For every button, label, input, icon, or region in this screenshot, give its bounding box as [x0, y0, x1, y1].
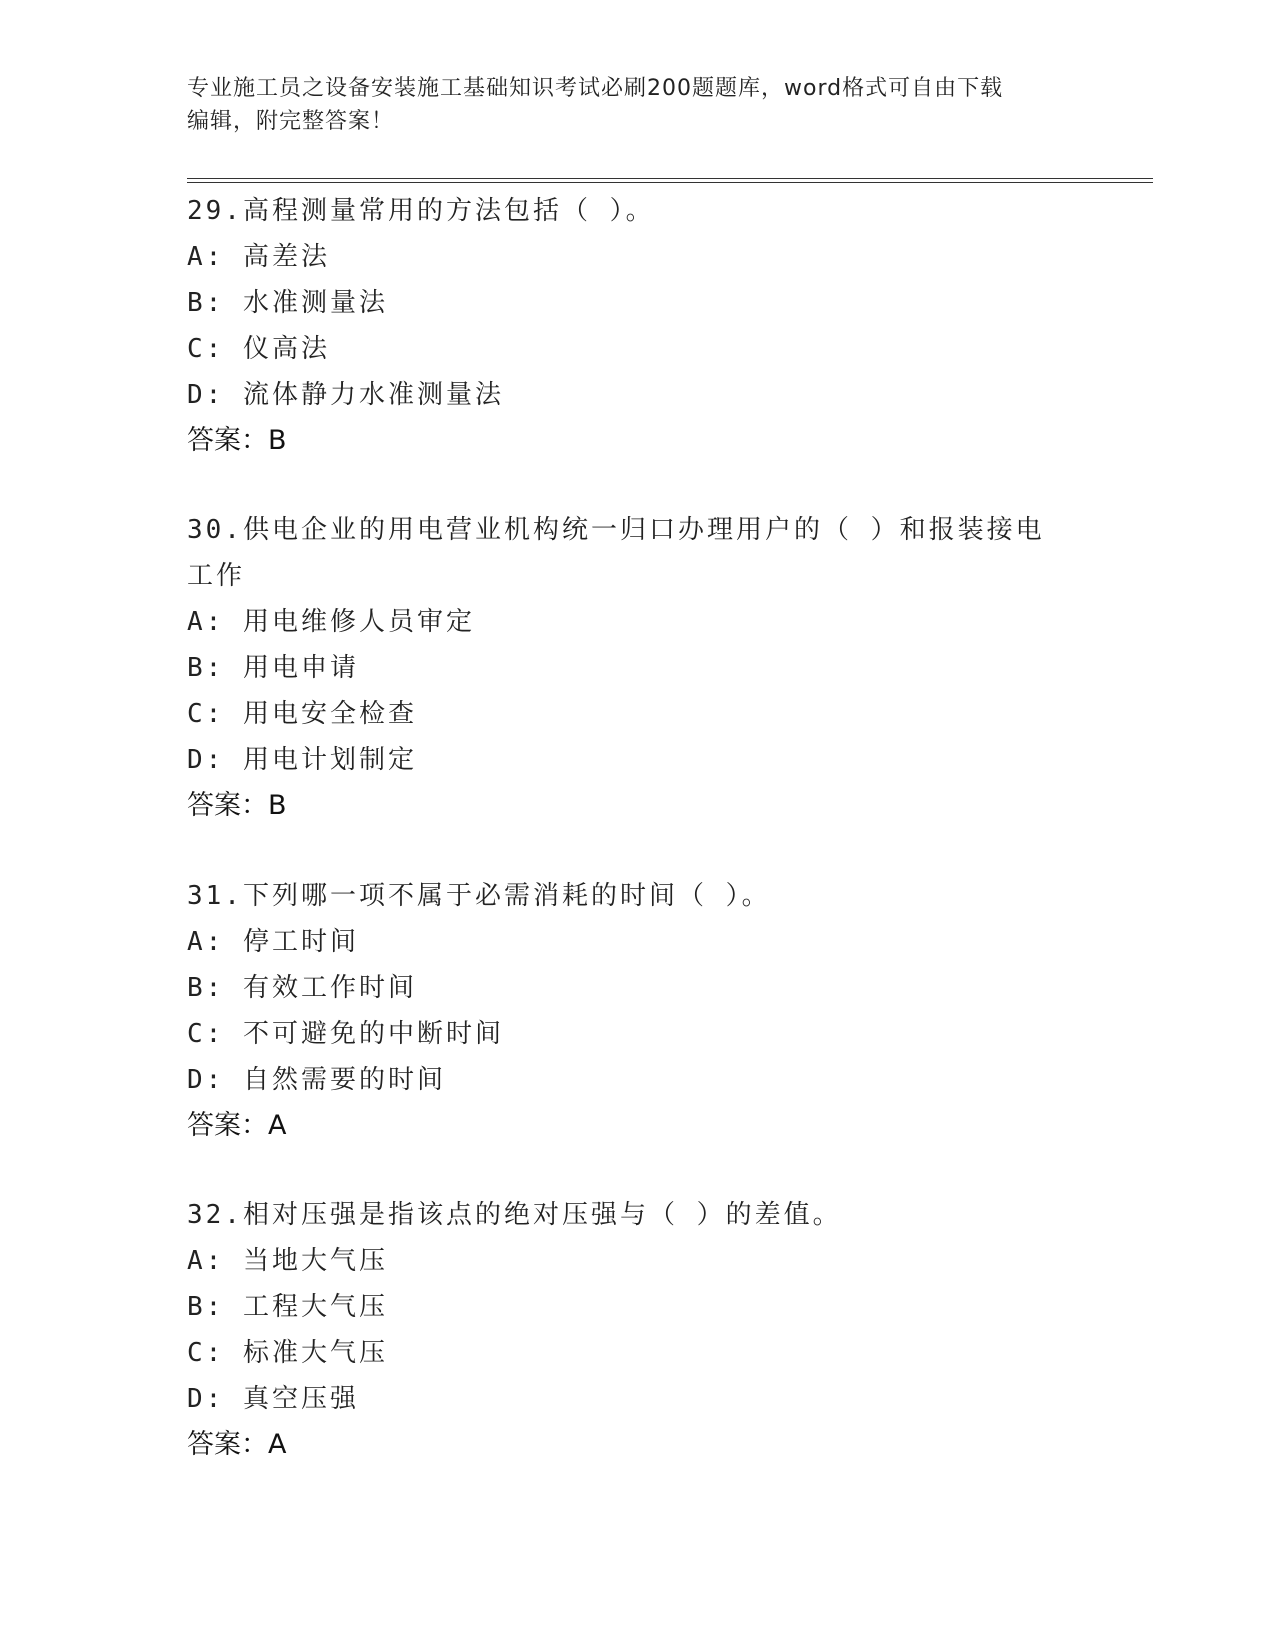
option-c: C: 仪高法 [187, 334, 330, 364]
question-stem: 30.供电企业的用电营业机构统一归口办理用户的（ ）和报装接电工作 [187, 515, 1045, 591]
question-stem: 29.高程测量常用的方法包括（ ）。 [187, 196, 655, 226]
option-c: C: 用电安全检查 [187, 699, 417, 729]
option-b: B: 有效工作时间 [187, 973, 417, 1003]
question-29 [187, 188, 1067, 464]
option-d: D: 流体静力水准测量法 [187, 380, 504, 410]
option-c: C: 标准大气压 [187, 1338, 388, 1368]
answer: 答案：B [187, 790, 287, 821]
option-d: D: 真空压强 [187, 1384, 359, 1414]
question-stem: 31.下列哪一项不属于必需消耗的时间（ ）。 [187, 881, 771, 911]
option-a: A: 停工时间 [187, 927, 359, 957]
option-a: A: 当地大气压 [187, 1246, 388, 1276]
question-stem: 32.相对压强是指该点的绝对压强与（ ）的差值。 [187, 1200, 842, 1230]
option-b: B: 工程大气压 [187, 1292, 388, 1322]
option-d: D: 自然需要的时间 [187, 1065, 446, 1095]
document-header [187, 72, 1087, 138]
question-32 [187, 1192, 1067, 1468]
question-31 [187, 873, 1067, 1149]
header-divider [187, 178, 1153, 183]
answer: 答案：A [187, 1429, 287, 1460]
option-a: A: 高差法 [187, 242, 330, 272]
question-30 [187, 507, 1067, 829]
option-a: A: 用电维修人员审定 [187, 607, 475, 637]
answer: 答案：B [187, 425, 287, 456]
header-line-1: 专业施工员之设备安装施工基础知识考试必刷200题题库，word格式可自由下载 [187, 76, 1004, 101]
answer: 答案：A [187, 1110, 287, 1141]
option-b: B: 水准测量法 [187, 288, 388, 318]
header-line-2: 编辑，附完整答案！ [187, 109, 395, 134]
option-d: D: 用电计划制定 [187, 745, 417, 775]
option-b: B: 用电申请 [187, 653, 359, 683]
option-c: C: 不可避免的中断时间 [187, 1019, 504, 1049]
